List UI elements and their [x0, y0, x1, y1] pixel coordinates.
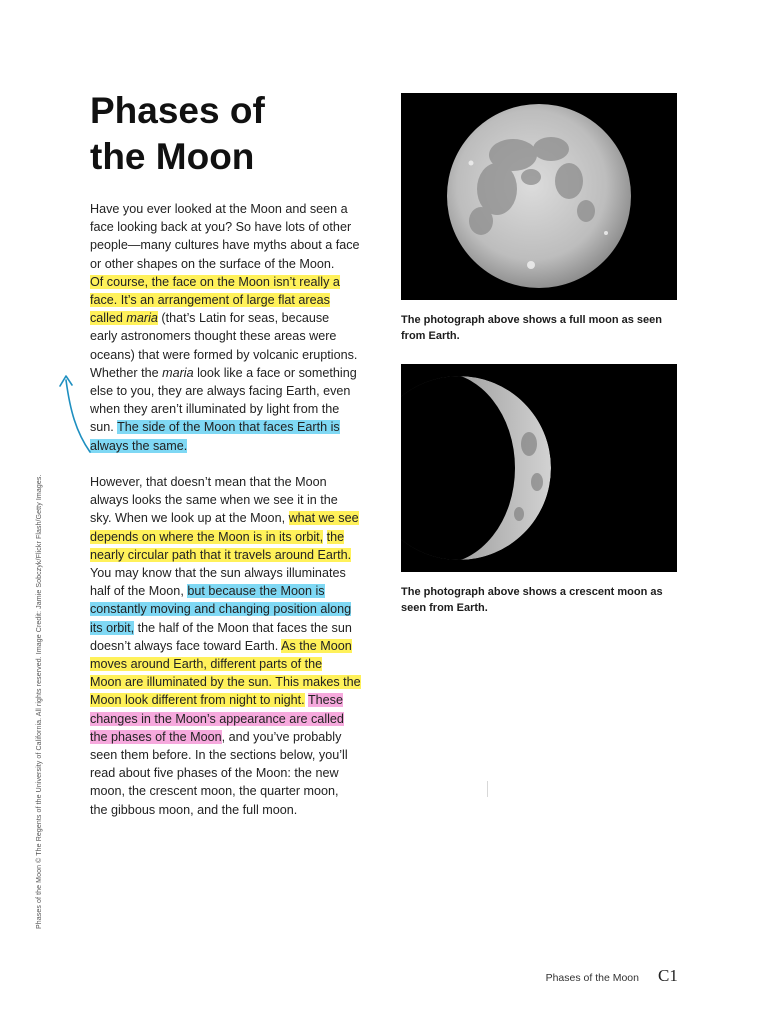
text-line: its orbit, the half of the Moon that faces the sun [90, 620, 352, 635]
page-title-line-2: the Moon [90, 136, 255, 177]
text-line [90, 691, 372, 709]
italic-term: maria [126, 311, 158, 326]
footer-title: Phases of the Moon [545, 972, 639, 984]
text-line [90, 655, 372, 673]
text-line: Have you ever looked at the Moon and seen a [90, 202, 348, 216]
italic-term: maria [162, 365, 194, 380]
text-line [90, 437, 372, 455]
text-line: seen them before. In the sections below, you’ll [90, 748, 348, 763]
blue-highlight: its orbit, [90, 620, 135, 635]
yellow-highlight: moves around Earth, different parts of the [90, 657, 323, 672]
crescent-moon-photo [401, 364, 677, 572]
text-line [90, 291, 372, 309]
text-line: the phases of the Moon, and you’ve probably [90, 729, 342, 744]
text-line [90, 273, 372, 291]
text-line: However, that doesn’t mean that the Moon [90, 475, 327, 490]
crescent-moon-caption: The photograph above shows a crescent moon as seen from Earth. [401, 586, 663, 614]
text-line: or other shapes on the surface of the Moon. [90, 256, 335, 271]
yellow-highlight: nearly circular path that it travels around Earth. [90, 547, 352, 562]
blue-highlight: but because the Moon is [187, 584, 325, 599]
yellow-highlight: Of course, the face on the Moon isn’t really a [90, 274, 340, 289]
pink-highlight: changes in the Moon’s appearance are called [90, 711, 344, 726]
paragraph-gap [90, 455, 372, 473]
pink-highlight: the phases of the Moon [90, 729, 222, 744]
text-line: doesn’t always face toward Earth. As the Moon [90, 638, 352, 653]
text-line: else to you, they are always facing Earth, even [90, 384, 351, 399]
yellow-highlight: As the Moon [281, 638, 352, 653]
full-moon-caption: The photograph above shows a full moon as seen from Earth. [401, 314, 662, 342]
page-number: C1 [658, 966, 678, 985]
text-line: when they aren’t illuminated by light from the [90, 402, 340, 417]
page-title [90, 88, 265, 180]
text-line: face looking back at you? So have lots of other [90, 220, 352, 235]
yellow-highlight: Moon look different from night to night. [90, 693, 305, 708]
yellow-highlight: called maria [90, 311, 158, 326]
text-line: moon, the crescent moon, the quarter moon, [90, 784, 339, 799]
blue-highlight: constantly moving and changing position along [90, 602, 352, 617]
yellow-highlight: the [326, 529, 345, 544]
stray-mark [487, 781, 488, 797]
annotation-arrow-icon [56, 368, 96, 458]
blue-highlight: always the same. [90, 438, 188, 453]
text-line: Whether the maria look like a face or something [90, 365, 357, 380]
yellow-highlight: what we see [288, 511, 359, 526]
text-line [90, 673, 372, 691]
pink-highlight: These [307, 693, 343, 708]
text-line: people—many cultures have myths about a face [90, 238, 360, 253]
text-line: early astronomers thought these areas were [90, 329, 337, 344]
text-line: You may know that the sun always illuminates [90, 566, 346, 581]
text-line: always looks the same when we see it in the [90, 493, 338, 508]
text-line: half of the Moon, but because the Moon is [90, 584, 325, 599]
yellow-highlight: depends on where the Moon is in its orbit, [90, 529, 324, 544]
text-line [90, 546, 372, 564]
text-line [90, 710, 372, 728]
text-line [90, 528, 372, 546]
full-moon-photo [401, 93, 677, 300]
image-credit: Phases of the Moon © The Regents of the University of California. All rights reserved. Image Credit: Jamie Sobczyk/Flickr Flash/Getty Images. [36, 474, 43, 929]
text-line [90, 600, 372, 618]
body-text [90, 200, 372, 819]
yellow-highlight: Moon are illuminated by the sun. This makes the [90, 675, 361, 690]
text-line: called maria (that’s Latin for seas, because [90, 311, 330, 326]
yellow-highlight: face. It’s an arrangement of large flat areas [90, 293, 330, 308]
text-line: read about five phases of the Moon: the new [90, 766, 339, 781]
page-title-line-1: Phases of [90, 90, 265, 131]
text-line: oceans) that were formed by volcanic eruptions. [90, 347, 358, 362]
text-line: sky. When we look up at the Moon, what we see [90, 511, 359, 526]
text-line: sun. The side of the Moon that faces Earth is [90, 420, 340, 435]
blue-highlight: The side of the Moon that faces Earth is [117, 420, 340, 435]
text-line: the gibbous moon, and the full moon. [90, 802, 298, 817]
